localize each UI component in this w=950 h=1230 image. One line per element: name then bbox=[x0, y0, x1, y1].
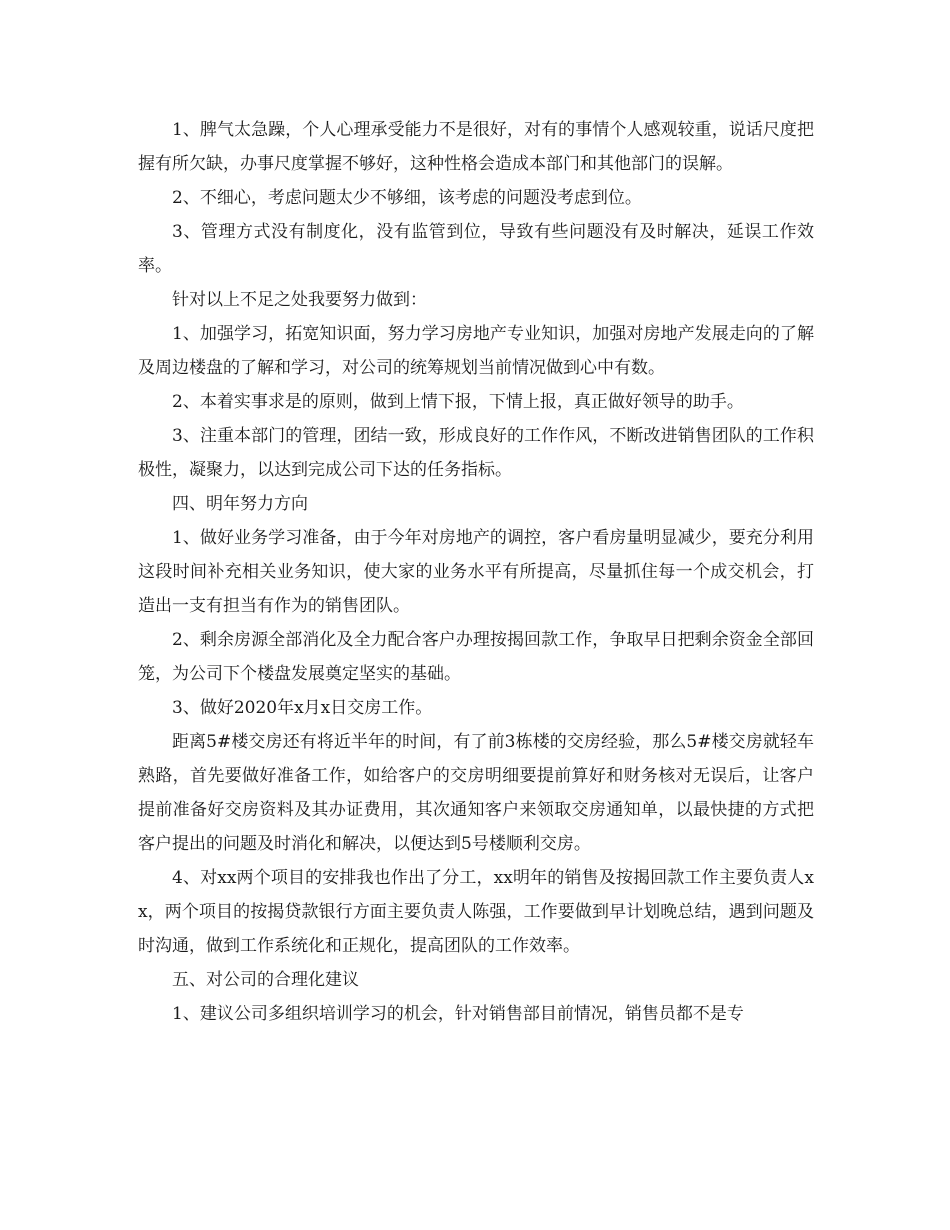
paragraph-plan-projects: 4、对xx两个项目的安排我也作出了分工，xx明年的销售及按揭回款工作主要负责人xx，两个项目的按揭贷款银行方面主要负责人陈强，工作要做到早计划晚总结，遇到问题及时沟通，做到工作系统化和正规化，提高团队的工作效率。 bbox=[138, 868, 814, 956]
section-heading-next-year: 四、明年努力方向 bbox=[172, 494, 308, 514]
document-body bbox=[138, 113, 814, 1031]
paragraph-plan-learning: 1、做好业务学习准备，由于今年对房地产的调控，客户看房量明显减少，要充分利用这段时间补充相关业务知识，使大家的业务水平有所提高，尽量抓住每一个成交机会，打造出一支有担当有作为的销售团队。 bbox=[138, 528, 814, 616]
paragraph-shortcoming-carefulness: 2、不细心，考虑问题太少不够细，该考虑的问题没考虑到位。 bbox=[172, 188, 642, 208]
paragraph-improvement-intro: 针对以上不足之处我要努力做到： bbox=[172, 290, 427, 310]
paragraph-shortcoming-management: 3、管理方式没有制度化，没有监管到位，导致有些问题没有及时解决，延误工作效率。 bbox=[138, 222, 814, 276]
paragraph-suggestion-training: 1、建议公司多组织培训学习的机会，针对销售部目前情况，销售员都不是专 bbox=[172, 1004, 744, 1024]
paragraph-plan-handover: 3、做好2020年x月x日交房工作。 bbox=[172, 698, 433, 718]
paragraph-shortcoming-temper: 1、脾气太急躁，个人心理承受能力不是很好，对有的事情个人感观较重，说话尺度把握有所欠缺，办事尺度掌握不够好，这种性格会造成本部门和其他部门的误解。 bbox=[138, 120, 814, 174]
paragraph-handover-details: 距离5#楼交房还有将近半年的时间，有了前3栋楼的交房经验，那么5#楼交房就轻车熟路，首先要做好准备工作，如给客户的交房明细要提前算好和财务核对无误后，让客户提前准备好交房资料及其办证费用，其次通知客户来领取交房通知单，以最快捷的方式把客户提出的问题及时消化和解决，以便达到5号楼顺利交房。 bbox=[138, 732, 814, 854]
section-heading-suggestions: 五、对公司的合理化建议 bbox=[172, 970, 359, 990]
paragraph-improvement-report: 2、本着实事求是的原则，做到上情下报，下情上报，真正做好领导的助手。 bbox=[172, 392, 744, 412]
paragraph-improvement-team: 3、注重本部门的管理，团结一致，形成良好的工作作风，不断改进销售团队的工作积极性，凝聚力，以达到完成公司下达的任务指标。 bbox=[138, 426, 814, 480]
paragraph-improvement-study: 1、加强学习，拓宽知识面，努力学习房地产专业知识，加强对房地产发展走向的了解及周边楼盘的了解和学习，对公司的统筹规划当前情况做到心中有数。 bbox=[138, 324, 814, 378]
paragraph-plan-inventory: 2、剩余房源全部消化及全力配合客户办理按揭回款工作，争取早日把剩余资金全部回笼，为公司下个楼盘发展奠定坚实的基础。 bbox=[138, 630, 814, 684]
